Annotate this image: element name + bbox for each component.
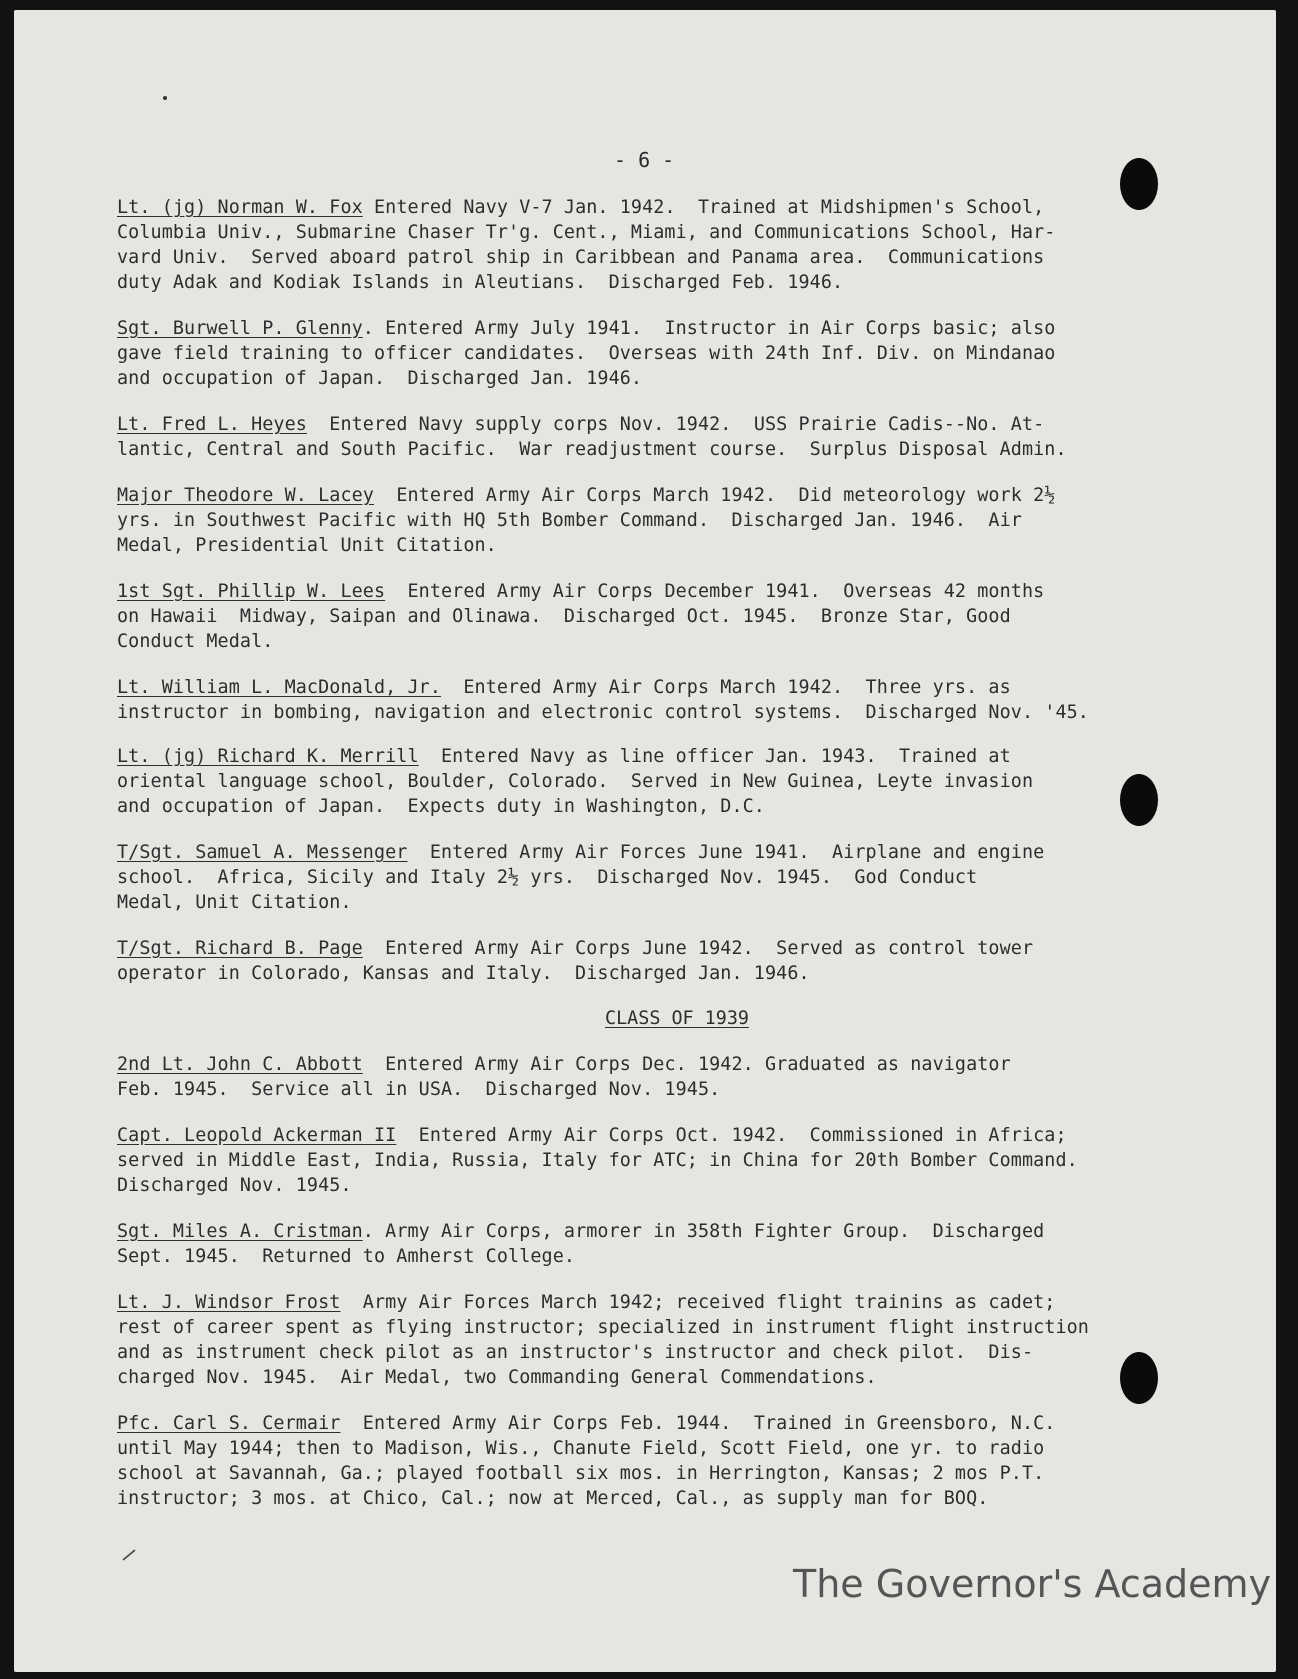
entry-line (117, 1315, 1207, 1340)
entry-line (117, 675, 1207, 700)
entry-line (117, 1077, 1207, 1102)
entry-line (117, 840, 1207, 865)
entry-line (117, 1052, 1207, 1077)
entry-text: until May 1944; then to Madison, Wis., Chanute Field, Scott Field, one yr. to radio (117, 1438, 1045, 1459)
entry-item (117, 483, 1207, 558)
entry-item (117, 412, 1207, 462)
entry-text: . Entered Army July 1941. Instructor in Air Corps basic; also (362, 318, 1056, 339)
entry-item (117, 316, 1207, 391)
entry-text: Sept. 1945. Returned to Amherst College. (117, 1246, 576, 1267)
entry-name: T/Sgt. Samuel A. Messenger (117, 842, 408, 863)
entry-text: Medal, Unit Citation. (117, 892, 352, 913)
entry-line (117, 220, 1207, 245)
entry-text: Feb. 1945. Service all in USA. Discharged Nov. 1945. (117, 1079, 721, 1100)
entry-text: Entered Army Air Corps March 1942. Did meteorology work 2½ (373, 485, 1056, 506)
entry-line (117, 1148, 1207, 1173)
entry-text: Entered Army Air Corps March 1942. Three yrs. as (441, 677, 1011, 698)
entry-name: Lt. (jg) Richard K. Merrill (117, 746, 419, 767)
entry-name: Sgt. Miles A. Cristman (117, 1221, 363, 1242)
entry-text: oriental language school, Boulder, Colorado. Served in New Guinea, Leyte invasion (117, 771, 1034, 792)
entry-name: 2nd Lt. John C. Abbott (117, 1054, 363, 1075)
entry-line (117, 483, 1207, 508)
entry-line (117, 270, 1207, 295)
entry-text: Entered Navy supply corps Nov. 1942. USS Prairie Cadis--No. At- (306, 414, 1045, 435)
entry-text: Entered Army Air Corps June 1942. Served as control tower (362, 938, 1034, 959)
entry-line (117, 604, 1207, 629)
entry-line (117, 961, 1207, 986)
entry-line (117, 865, 1207, 890)
entry-text: served in Middle East, India, Russia, Italy for ATC; in China for 20th Bomber Command. (117, 1150, 1078, 1171)
entry-text: Columbia Univ., Submarine Chaser Tr'g. Cent., Miami, and Communications School, Har- (117, 222, 1056, 243)
entry-text: instructor in bombing, navigation and electronic control systems. Discharged Nov. '45. (117, 702, 1089, 723)
entry-line (117, 794, 1207, 819)
entry-text: Medal, Presidential Unit Citation. (117, 535, 497, 556)
entry-line (117, 769, 1207, 794)
class-heading: CLASS OF 1939 (605, 1008, 749, 1029)
entry-line (117, 1244, 1207, 1269)
entry-text: duty Adak and Kodiak Islands in Aleutians. Discharged Feb. 1946. (117, 272, 844, 293)
entry-text: and occupation of Japan. Expects duty in Washington, D.C. (117, 796, 765, 817)
entry-item (117, 744, 1207, 819)
entry-text: . Army Air Corps, armorer in 358th Fighter Group. Discharged (362, 1221, 1045, 1242)
entry-line (117, 508, 1207, 533)
entry-text: Entered Army Air Corps Oct. 1942. Commissioned in Africa; (396, 1125, 1067, 1146)
page-number: - 6 - (614, 148, 675, 172)
entry-line (117, 366, 1207, 391)
entry-text: Entered Navy V-7 Jan. 1942. Trained at Midshipmen's School, (362, 197, 1045, 218)
entry-text: charged Nov. 1945. Air Medal, two Commanding General Commendations. (117, 1367, 877, 1388)
entry-text: Entered Army Air Corps Dec. 1942. Graduated as navigator (362, 1054, 1011, 1075)
entry-line (117, 1340, 1207, 1365)
entry-item (117, 840, 1207, 915)
entry-item (117, 1123, 1207, 1198)
entry-line (117, 1290, 1207, 1315)
entry-line (117, 1365, 1207, 1390)
entry-text: Entered Army Air Corps Feb. 1944. Trained in Greensboro, N.C. (340, 1413, 1056, 1434)
entry-name: Lt. J. Windsor Frost (117, 1292, 341, 1313)
entry-line (117, 744, 1207, 769)
entry-line (117, 1461, 1207, 1486)
watermark: The Governor's Academy (793, 1562, 1272, 1606)
entry-text: Discharged Nov. 1945. (117, 1175, 352, 1196)
entry-line (117, 1486, 1207, 1511)
entry-item (117, 936, 1207, 986)
stray-mark (163, 96, 167, 100)
entry-item (117, 195, 1207, 295)
entry-text: vard Univ. Served aboard patrol ship in Caribbean and Panama area. Communications (117, 247, 1045, 268)
document-page (14, 10, 1276, 1672)
entry-name: Lt. (jg) Norman W. Fox (117, 197, 363, 218)
entry-item (117, 1411, 1207, 1511)
entry-line (117, 1123, 1207, 1148)
entry-text: Army Air Forces March 1942; received flight trainins as cadet; (340, 1292, 1056, 1313)
entry-text: yrs. in Southwest Pacific with HQ 5th Bomber Command. Discharged Jan. 1946. Air (117, 510, 1022, 531)
entry-text: school at Savannah, Ga.; played football six mos. in Herrington, Kansas; 2 mos P.T. (117, 1463, 1045, 1484)
pen-mark (121, 1540, 147, 1562)
entry-item (117, 1052, 1207, 1102)
entry-line (117, 1219, 1207, 1244)
entry-name: Major Theodore W. Lacey (117, 485, 374, 506)
entry-text: gave field training to officer candidates. Overseas with 24th Inf. Div. on Mindanao (117, 343, 1056, 364)
entry-text: instructor; 3 mos. at Chico, Cal.; now at Merced, Cal., as supply man for BOQ. (117, 1488, 989, 1509)
entry-line (117, 700, 1207, 725)
entries-list (117, 195, 1207, 1534)
entry-name: Lt. William L. MacDonald, Jr. (117, 677, 441, 698)
entry-line (117, 316, 1207, 341)
entry-item (117, 675, 1207, 725)
entry-name: T/Sgt. Richard B. Page (117, 938, 363, 959)
entry-line (117, 533, 1207, 558)
entry-text: Entered Army Air Corps December 1941. Overseas 42 months (385, 581, 1045, 602)
entry-text: and as instrument check pilot as an instructor's instructor and check pilot. Dis- (117, 1342, 1034, 1363)
entry-line (117, 890, 1207, 915)
entry-line (117, 245, 1207, 270)
entry-item (117, 579, 1207, 654)
entry-text: school. Africa, Sicily and Italy 2½ yrs. Discharged Nov. 1945. God Conduct (117, 867, 978, 888)
entry-line (117, 1436, 1207, 1461)
entry-line (117, 341, 1207, 366)
entry-item (117, 1290, 1207, 1390)
entry-line (117, 412, 1207, 437)
entry-text: rest of career spent as flying instructor; specialized in instrument flight instruction (117, 1317, 1089, 1338)
entry-line (117, 1411, 1207, 1436)
entry-text: Entered Army Air Forces June 1941. Airplane and engine (407, 842, 1045, 863)
entry-text: Entered Navy as line officer Jan. 1943. Trained at (418, 746, 1011, 767)
entry-line (117, 629, 1207, 654)
entry-name: Pfc. Carl S. Cermair (117, 1413, 341, 1434)
entry-line (117, 437, 1207, 462)
entry-name: Lt. Fred L. Heyes (117, 414, 307, 435)
entry-text: and occupation of Japan. Discharged Jan. 1946. (117, 368, 643, 389)
entry-line (117, 936, 1207, 961)
entry-name: 1st Sgt. Phillip W. Lees (117, 581, 386, 602)
entry-line (117, 1173, 1207, 1198)
entry-name: Capt. Leopold Ackerman II (117, 1125, 397, 1146)
entry-text: Conduct Medal. (117, 631, 274, 652)
entry-text: on Hawaii Midway, Saipan and Olinawa. Discharged Oct. 1945. Bronze Star, Good (117, 606, 1011, 627)
entry-name: Sgt. Burwell P. Glenny (117, 318, 363, 339)
entry-line (117, 579, 1207, 604)
entry-text: operator in Colorado, Kansas and Italy. Discharged Jan. 1946. (117, 963, 810, 984)
entry-line (117, 195, 1207, 220)
entry-item (117, 1219, 1207, 1269)
entry-text: lantic, Central and South Pacific. War readjustment course. Surplus Disposal Admin. (117, 439, 1067, 460)
